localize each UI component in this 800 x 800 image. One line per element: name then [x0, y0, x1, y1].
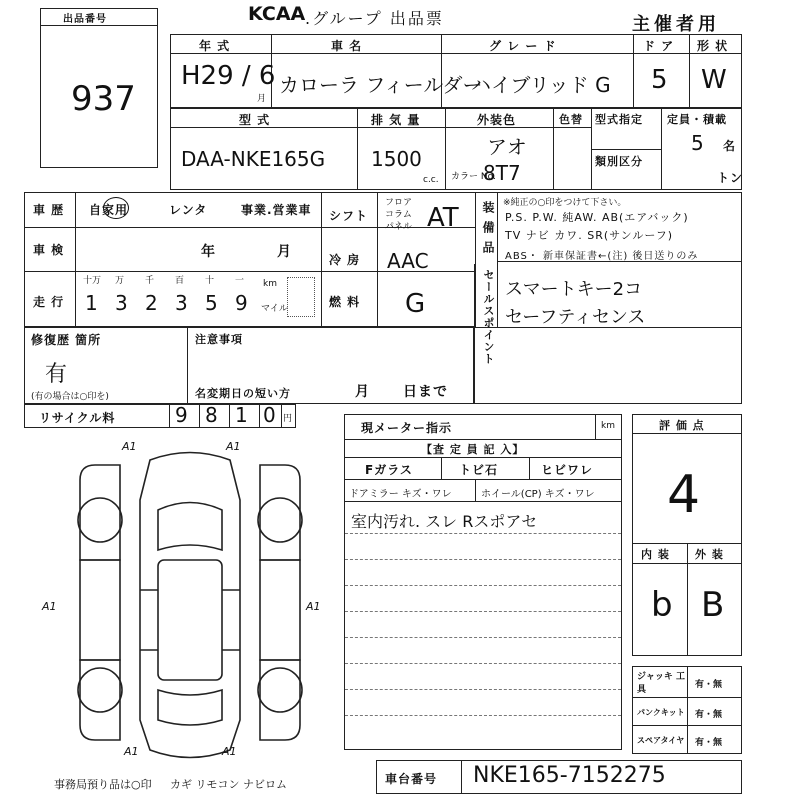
damage-mark: A1	[42, 600, 57, 613]
form-title: .グループ 出品票	[305, 9, 444, 28]
year-label: 年 式	[199, 39, 231, 53]
mileage-digit: 9	[235, 291, 248, 315]
tools-block	[632, 666, 742, 754]
shift-column: コラム	[385, 210, 412, 220]
mirror-label: ドアミラー キズ・ワレ	[349, 489, 452, 500]
shift-value: AT	[427, 203, 459, 233]
sales-points-box	[474, 264, 742, 404]
car-name-value: カローラ フィールダー	[279, 73, 483, 97]
recycle-digit: 1	[235, 403, 248, 427]
jack-label: ジャッキ 工 具	[637, 672, 685, 695]
inspection-year: 年	[201, 244, 216, 260]
shift-label: シフト	[329, 209, 369, 223]
equipment-note: ※純正の○印をつけて下さい。	[503, 198, 627, 208]
inspector-title: 【査 定 員 記 入】	[421, 443, 525, 456]
color-change-label: 色替	[559, 113, 583, 126]
model-value: DAA-NKE165G	[181, 147, 326, 171]
car-diagram	[40, 440, 340, 770]
capacity-value: 5	[691, 131, 704, 155]
equipment-row-1: P.S. P.W. 純AW. AB(エアバック)	[505, 211, 689, 224]
mileage-unit: 百	[175, 276, 185, 286]
repair-block	[24, 326, 474, 404]
mileage-grid	[75, 271, 321, 327]
deadline-label: 名変期日の短い方	[195, 387, 291, 400]
mileage-unit: 万	[115, 276, 125, 286]
inspection-label: 車 検	[33, 243, 65, 257]
wheel-label: ホイール(CP) キズ・ワレ	[481, 489, 595, 500]
lot-label: 出品番号	[63, 14, 107, 25]
meter-label: 現メーター指示	[361, 421, 453, 435]
mileage-digit: 1	[85, 291, 98, 315]
chassis-label: 車台番号	[385, 772, 438, 786]
capacity-unit: 名	[723, 139, 737, 153]
capacity-label: 定員・積載	[667, 113, 727, 126]
jack-value: 有・無	[695, 680, 723, 690]
damage-mark: A1	[124, 745, 139, 758]
name-label: 車 名	[331, 39, 363, 53]
inspector-note: 室内汚れ. スレ Rスポアセ	[351, 512, 538, 531]
deadline-month: 月	[355, 384, 370, 400]
fuel-label: 燃 料	[329, 295, 361, 309]
interior-label: 内 装	[641, 548, 670, 561]
meter-unit: km	[601, 421, 615, 431]
mile-label: マイル	[261, 304, 288, 314]
recycle-digit: 8	[205, 403, 218, 427]
sales-point-2: セーフティセンス	[505, 307, 646, 328]
mileage-unit: 十万	[83, 276, 102, 286]
spare-value: 有・無	[695, 738, 723, 748]
mileage-unit: 千	[145, 276, 155, 286]
history-option-rental: レンタ	[169, 203, 208, 217]
damage-mark: A1	[226, 440, 241, 453]
inspector-block	[344, 414, 622, 750]
sales-points-label: セールスポイント	[482, 269, 495, 365]
repair-value: 有	[45, 362, 68, 387]
mileage-unit: 十	[205, 276, 215, 286]
brand-logo: KCAA	[248, 3, 306, 25]
tobiishi-label: トビ石	[459, 463, 499, 477]
model-label: 型 式	[239, 113, 271, 127]
puncture-label: パンクキット	[637, 708, 685, 717]
repair-note: (有の場合は○印を)	[31, 392, 109, 402]
lot-number: 937	[71, 79, 136, 119]
recycle-block	[24, 404, 296, 428]
recycle-unit: 円	[283, 414, 293, 424]
vehicle-row-1	[170, 34, 742, 108]
score-block	[632, 414, 742, 656]
color-value: アオ	[487, 135, 527, 159]
vehicle-row-2	[170, 108, 742, 190]
mileage-digit: 3	[115, 291, 128, 315]
spare-label: スペアタイヤ	[637, 736, 685, 745]
history-option-business: 事業.営業車	[241, 203, 312, 217]
color-code-label: カラー No.	[451, 172, 496, 182]
equipment-row-2: TV ナビ カワ. SR(サンルーフ)	[505, 229, 674, 242]
mileage-digit: 5	[205, 291, 218, 315]
puncture-value: 有・無	[695, 710, 723, 720]
door-label: ド ア	[643, 39, 675, 53]
score-label: 評 価 点	[659, 419, 705, 432]
recycle-digit: 9	[175, 403, 188, 427]
hibiware-label: ヒビワレ	[541, 463, 594, 477]
ac-label: 冷 房	[329, 253, 361, 267]
grade-label: グ レ ー ド	[489, 39, 557, 53]
color-label: 外装色	[477, 113, 517, 127]
equipment-label: 装備品	[481, 201, 495, 261]
color-code-value: 8T7	[483, 161, 521, 185]
mileage-digit: 3	[175, 291, 188, 315]
mileage-label: 走 行	[33, 295, 65, 309]
organizer-label: 主催者用	[632, 14, 720, 35]
class-label: 類別区分	[595, 155, 643, 168]
mileage-unit: 一	[235, 276, 245, 286]
damage-mark: A1	[306, 600, 321, 613]
office-items: カギ リモコン ナビロム	[170, 778, 287, 791]
shape-value: W	[701, 65, 727, 95]
displacement-value: 1500	[371, 147, 422, 171]
exterior-label: 外 装	[695, 548, 724, 561]
door-value: 5	[651, 65, 668, 95]
damage-mark: A1	[222, 745, 237, 758]
fuel-value: G	[405, 289, 426, 319]
interior-value: b	[651, 585, 673, 625]
year-value: H29 / 6	[181, 61, 276, 91]
caution-label: 注意事項	[195, 333, 243, 346]
deadline-day: 日まで	[403, 384, 448, 400]
chassis-value: NKE165-7152275	[473, 763, 666, 788]
equipment-row-3: ABS・ 新車保証書←(注) 後日送りのみ	[505, 251, 699, 262]
office-note: 事務局預り品は○印	[54, 778, 152, 791]
ac-value: AAC	[387, 249, 429, 273]
history-label: 車 歴	[33, 203, 65, 217]
sales-point-1: スマートキー2コ	[505, 279, 643, 300]
lot-box	[40, 8, 158, 168]
displacement-unit: c.c.	[423, 175, 439, 185]
circle-mark	[103, 197, 129, 219]
shift-panel: パネル	[385, 222, 413, 232]
chassis-block	[376, 760, 742, 794]
score-value: 4	[667, 465, 701, 525]
exterior-value: B	[701, 585, 725, 625]
type-spec-label: 型式指定	[595, 113, 643, 126]
km-label: km	[263, 279, 277, 289]
recycle-digit: 0	[263, 403, 276, 427]
mileage-digit: 2	[145, 291, 158, 315]
history-option-private: 自家用	[89, 203, 129, 217]
f-glass-label: Fガラス	[365, 463, 413, 477]
mile-box	[287, 277, 315, 317]
inspection-month: 月	[277, 244, 292, 260]
repair-label: 修復歴 箇所	[31, 333, 102, 347]
shift-floor: フロア	[385, 198, 413, 208]
recycle-label: リサイクル料	[39, 411, 116, 425]
damage-mark: A1	[122, 440, 137, 453]
grade-value: ハイブリッド G	[471, 73, 611, 97]
load-unit: トン	[717, 171, 744, 185]
displacement-label: 排 気 量	[371, 113, 421, 127]
month-suffix: 月	[257, 94, 267, 104]
shape-label: 形 状	[697, 39, 729, 53]
